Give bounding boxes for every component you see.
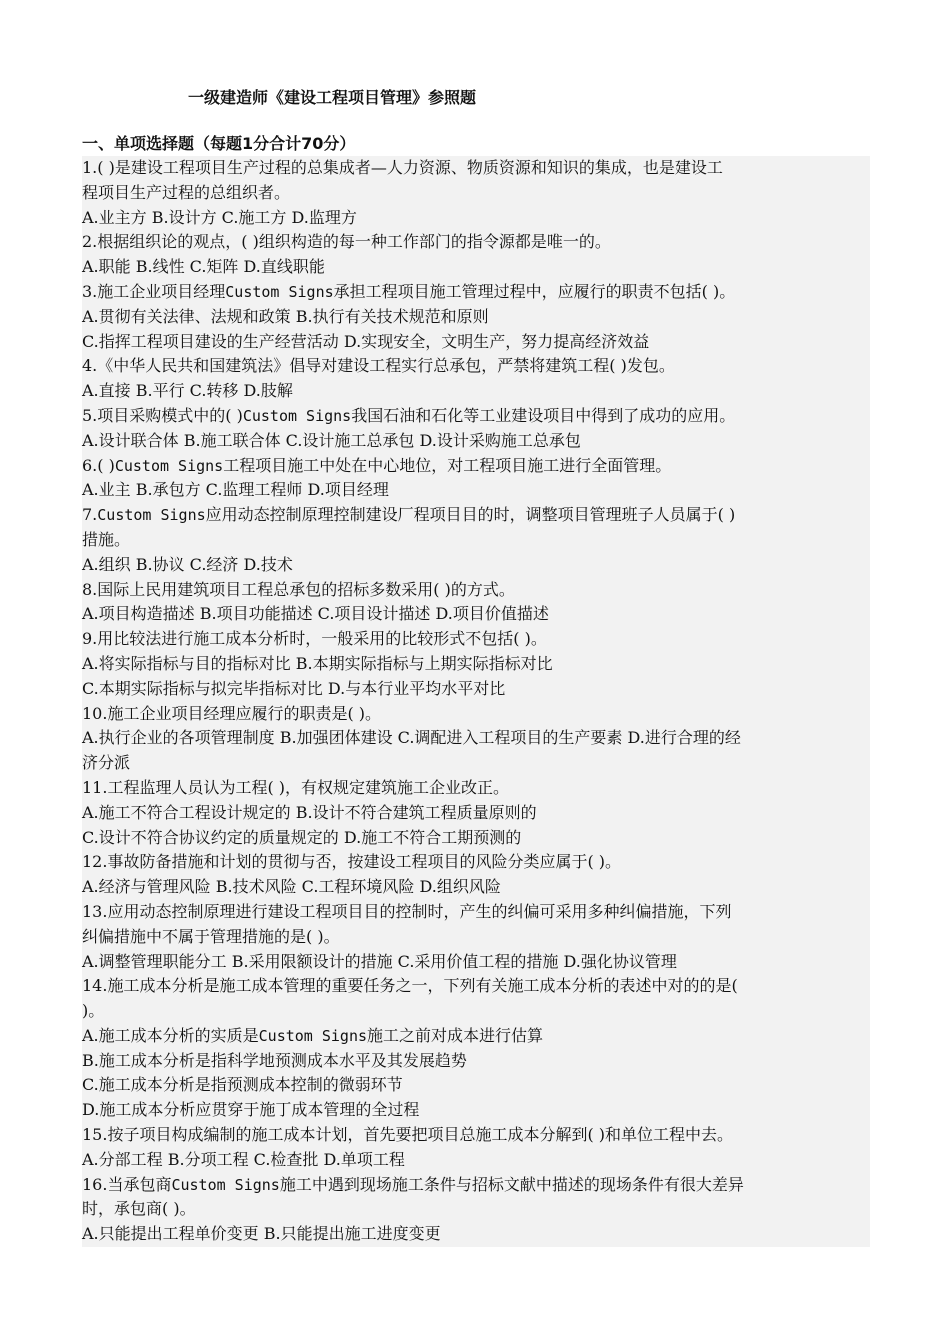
text-line: C.指挥工程项目建设的生产经营活动 D.实现安全，文明生产，努力提高经济效益	[82, 331, 650, 351]
text-line: 15.按子项目构成编制的施工成本计划，首先要把项目总施工成本分解到( )和单位工程中去。	[82, 1125, 734, 1145]
text-line: A.业主方 B.设计方 C.施工方 D.监理方	[82, 207, 357, 227]
text-line: C.设计不符合协议约定的质量规定的 D.施工不符合工期预测的	[82, 827, 522, 847]
text-line: )。	[82, 1001, 105, 1021]
text-line: A.项目构造描述 B.项目功能描述 C.项目设计描述 D.项目价值描述	[82, 604, 549, 624]
question-list	[82, 156, 870, 1247]
text-line: A.设计联合体 B.施工联合体 C.设计施工总承包 D.设计采购施工总承包	[82, 430, 581, 450]
text-line: 措施。	[82, 529, 131, 549]
text-line: A.执行企业的各项管理制度 B.加强团体建设 C.调配进入工程项目的生产要素 D.进行合理的经	[82, 728, 741, 748]
text-line: A.施工不符合工程设计规定的 B.设计不符合建筑工程质量原则的	[82, 802, 537, 822]
text-line: 1.( )是建设工程项目生产过程的总集成者—人力资源、物质资源和知识的集成，也是建设工	[82, 158, 723, 177]
text-line: 16.当承包商Custom Signs施工中遇到现场施工条件与招标文献中描述的现场条件有很大差异	[82, 1174, 744, 1194]
text-line: 4.《中华人民共和国建筑法》倡导对建设工程实行总承包，严禁将建筑工程( )发包。	[82, 356, 675, 376]
text-line: A.贯彻有关法律、法规和政策 B.执行有关技术规范和原则	[82, 306, 489, 326]
section-heading: 一、单项选择题（每题1分合计70分）	[82, 134, 356, 153]
text-line: A.只能提出工程单价变更 B.只能提出施工进度变更	[82, 1224, 441, 1244]
text-line: A.经济与管理风险 B.技术风险 C.工程环境风险 D.组织风险	[82, 877, 501, 897]
text-line: C.施工成本分析是指预测成本控制的微弱环节	[82, 1075, 403, 1095]
text-line: 3.施工企业项目经理Custom Signs承担工程项目施工管理过程中，应履行的职责不包括( )。	[82, 281, 736, 301]
text-line: 12.事故防备措施和计划的贯彻与否，按建设工程项目的风险分类应属于( )。	[82, 852, 622, 872]
text-line: A.组织 B.协议 C.经济 D.技术	[82, 554, 293, 574]
text-line: A.职能 B.线性 C.矩阵 D.直线职能	[82, 257, 325, 277]
text-line: 5.项目采购模式中的( )Custom Signs我国石油和石化等工业建设项目中得到了成功的应用。	[82, 405, 736, 425]
text-line: A.分部工程 B.分项工程 C.检查批 D.单项工程	[82, 1149, 405, 1169]
text-line: A.施工成本分析的实质是Custom Signs施工之前对成本进行估算	[82, 1025, 544, 1045]
document-title: 一级建造师《建设工程项目管理》参照题	[188, 88, 477, 107]
text-line: 纠偏措施中不属于管理措施的是( )。	[82, 926, 340, 946]
text-line: 2.根据组织论的观点，( )组织构造的每一种工作部门的指令源都是唯一的。	[82, 232, 611, 252]
text-line: A.直接 B.平行 C.转移 D.肢解	[82, 381, 293, 401]
text-line: 8.国际上民用建筑项目工程总承包的招标多数采用( )的方式。	[82, 579, 515, 599]
text-line: 6.( )Custom Signs工程项目施工中处在中心地位，对工程项目施工进行全面管理。	[82, 455, 672, 475]
document-page	[82, 86, 870, 1247]
text-line: 13.应用动态控制原理进行建设工程项目目的控制时，产生的纠偏可采用多种纠偏措施，下列	[82, 901, 732, 921]
text-line: 7.Custom Signs应用动态控制原理控制建设厂程项目目的时，调整项目管理班子人员属于( )	[82, 505, 736, 525]
text-line: A.调整管理职能分工 B.采用限额设计的措施 C.采用价值工程的措施 D.强化协议管理	[82, 951, 677, 971]
text-line: B.施工成本分析是指科学地预测成本水平及其发展趋势	[82, 1050, 467, 1070]
text-line: C.本期实际指标与拟完毕指标对比 D.与本行业平均水平对比	[82, 678, 506, 698]
text-line: 14.施工成本分析是施工成本管理的重要任务之一，下列有关施工成本分析的表述中对的的是(	[82, 976, 738, 996]
text-line: 时，承包商( )。	[82, 1199, 196, 1219]
text-line: A.将实际指标与目的指标对比 B.本期实际指标与上期实际指标对比	[82, 653, 553, 673]
text-line: D.施工成本分析应贯穿于施丁成本管理的全过程	[82, 1100, 420, 1120]
text-line: 11.工程监理人员认为工程( )，有权规定建筑施工企业改正。	[82, 777, 510, 797]
text-line: 程项目生产过程的总组织者。	[82, 182, 291, 202]
text-line: 9.用比较法进行施工成本分析时，一般采用的比较形式不包括( )。	[82, 629, 547, 649]
text-line: 10.施工企业项目经理应履行的职责是( )。	[82, 703, 382, 723]
text-line: 济分派	[82, 753, 131, 773]
text-line: A.业主 B.承包方 C.监理工程师 D.项目经理	[82, 480, 389, 500]
